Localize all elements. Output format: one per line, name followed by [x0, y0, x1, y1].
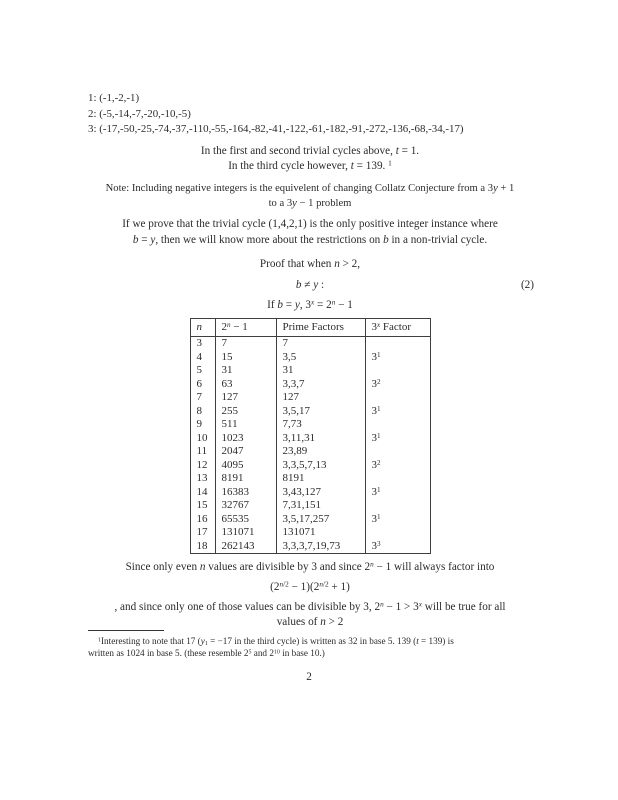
table-cell: 511: [215, 418, 276, 432]
factored-equation: $(2^{n/2} - 1)(2^{n/2} + 1)$: [270, 580, 350, 593]
table-cell: 18: [190, 540, 215, 554]
table-cell: $3^1$: [365, 351, 430, 365]
table-cell: [365, 472, 430, 486]
table-cell: $3^2$: [365, 459, 430, 473]
table-cell: $3^1$: [365, 432, 430, 446]
table-cell: [365, 337, 430, 351]
footnote: [88, 630, 532, 660]
table-cell: $3^3$: [365, 540, 430, 554]
table-row: [190, 472, 430, 486]
intro-line-2: In the third cycle however, t = 139. $^1$: [228, 160, 392, 173]
intro-paragraph: [88, 144, 532, 175]
table-row: [190, 459, 430, 473]
page-content: [88, 0, 532, 631]
table-cell: 17: [190, 526, 215, 540]
cycle-line-2: 2: (-5,-14,-7,-20,-10,-5): [88, 107, 191, 120]
table-header-row: [190, 319, 430, 337]
table-cell: 63: [215, 378, 276, 392]
table-cell: 32767: [215, 499, 276, 513]
table-cell: 16: [190, 513, 215, 527]
table-cell: 11: [190, 445, 215, 459]
table-cell: 131071: [215, 526, 276, 540]
equation-body: b ≠ y :: [295, 279, 325, 292]
table-cell: 7,73: [276, 418, 365, 432]
table-cell: 9: [190, 418, 215, 432]
table-cell: [365, 418, 430, 432]
table-row: [190, 391, 430, 405]
table-cell: 3,3,7: [276, 378, 365, 392]
table-cell: 4: [190, 351, 215, 365]
table-cell: 8191: [276, 472, 365, 486]
table-row: [190, 445, 430, 459]
trivial-cycle-paragraph: [88, 217, 532, 248]
conclusion-paragraph: [88, 600, 532, 631]
table-cell: 131071: [276, 526, 365, 540]
table-cell: 7: [190, 391, 215, 405]
note-paragraph: [88, 181, 532, 211]
table-cell: 3,5,17,257: [276, 513, 365, 527]
intro-line-1: In the first and second trivial cycles above, t = 1.: [200, 144, 420, 157]
table-row: [190, 540, 430, 554]
column-header: 3$^x$ Factor: [365, 319, 430, 337]
since-line: Since only even n values are divisible by 3 and since $2^n - 1$ will always factor into: [125, 561, 495, 574]
table-cell: 127: [215, 391, 276, 405]
table-cell: 5: [190, 364, 215, 378]
table-cell: [365, 445, 430, 459]
table-cell: [365, 526, 430, 540]
cycle-line-3: 3: (-17,-50,-25,-74,-37,-110,-55,-164,-82,-41,-122,-61,-182,-91,-272,-136,-68,-34,-17): [88, 123, 464, 136]
note-line-2: to a 3y − 1 problem: [268, 198, 352, 210]
table-cell: 2047: [215, 445, 276, 459]
table-row: [190, 337, 430, 351]
table-cell: 8191: [215, 472, 276, 486]
cycle-line-1: 1: (-1,-2,-1): [88, 92, 140, 104]
table-cell: 23,89: [276, 445, 365, 459]
footnote-line-1: $^1$Interesting to note that 17 ($y_1 = -17$ in the third cycle) is written as 32 in base 5. 139 (t = 139) is: [98, 636, 454, 648]
column-header: n: [190, 319, 215, 337]
table-row: [190, 378, 430, 392]
table-cell: 6: [190, 378, 215, 392]
table-container: [88, 318, 532, 554]
table-cell: 14: [190, 486, 215, 500]
table-cell: 127: [276, 391, 365, 405]
table-cell: 262143: [215, 540, 276, 554]
table-row: [190, 499, 430, 513]
equation-number: (2): [520, 279, 534, 292]
table-cell: [365, 391, 430, 405]
footnote-rule: [88, 630, 164, 631]
table-cell: 255: [215, 405, 276, 419]
table-row: [190, 351, 430, 365]
table-cell: 4095: [215, 459, 276, 473]
conclusion-line-2: values of n > 2: [276, 616, 344, 629]
if-condition-line: If b = y, $3^x = 2^n - 1$: [267, 298, 353, 311]
equation-row: [88, 278, 532, 294]
table-cell: 3,3,5,7,13: [276, 459, 365, 473]
table-cell: $3^1$: [365, 405, 430, 419]
table-cell: 16383: [215, 486, 276, 500]
table-cell: $3^1$: [365, 486, 430, 500]
paragraph-line-1: If we prove that the trivial cycle (1,4,2,1) is the only positive integer instance where: [122, 218, 498, 231]
table-body: [190, 337, 430, 554]
table-cell: 65535: [215, 513, 276, 527]
table-cell: 3,3,3,7,19,73: [276, 540, 365, 554]
cycle-list: [88, 0, 532, 138]
table-row: [190, 405, 430, 419]
table-cell: 31: [276, 364, 365, 378]
proof-intro-line: Proof that when n > 2,: [259, 257, 361, 270]
table-row: [190, 486, 430, 500]
table-row: [190, 364, 430, 378]
table-cell: 3,5,17: [276, 405, 365, 419]
table-cell: [365, 499, 430, 513]
table-cell: $3^1$: [365, 513, 430, 527]
table-row: [190, 432, 430, 446]
table-cell: 12: [190, 459, 215, 473]
table-cell: 3: [190, 337, 215, 351]
table-cell: 15: [215, 351, 276, 365]
table-cell: 15: [190, 499, 215, 513]
table-cell: $3^2$: [365, 378, 430, 392]
table-row: [190, 526, 430, 540]
table-cell: 7,31,151: [276, 499, 365, 513]
table-cell: 8: [190, 405, 215, 419]
factor-table: [190, 318, 431, 554]
table-cell: 3,43,127: [276, 486, 365, 500]
table-row: [190, 418, 430, 432]
table-cell: 7: [276, 337, 365, 351]
footnote-line-2: written as 1024 in base 5. (these resemble $2^5$ and $2^{10}$ in base 10.): [88, 648, 325, 659]
table-row: [190, 513, 430, 527]
note-line-1: Note: Including negative integers is the equivelent of changing Collatz Conjecture from a 3y + 1: [105, 182, 515, 194]
table-cell: 10: [190, 432, 215, 446]
column-header: Prime Factors: [276, 319, 365, 337]
table-cell: 7: [215, 337, 276, 351]
table-cell: 31: [215, 364, 276, 378]
conclusion-line-1: , and since only one of those values can be divisible by 3, $2^n - 1 > 3^x$ will be true for all: [114, 600, 506, 613]
table-cell: 13: [190, 472, 215, 486]
table-cell: 3,11,31: [276, 432, 365, 446]
paragraph-line-2: b = y, then we will know more about the restrictions on b in a non-trivial cycle.: [132, 233, 488, 246]
table-cell: [365, 364, 430, 378]
table-cell: 3,5: [276, 351, 365, 365]
table-cell: 1023: [215, 432, 276, 446]
table-head: [190, 319, 430, 337]
page-number: 2: [306, 671, 312, 683]
column-header: $2^n - 1$: [215, 319, 276, 337]
